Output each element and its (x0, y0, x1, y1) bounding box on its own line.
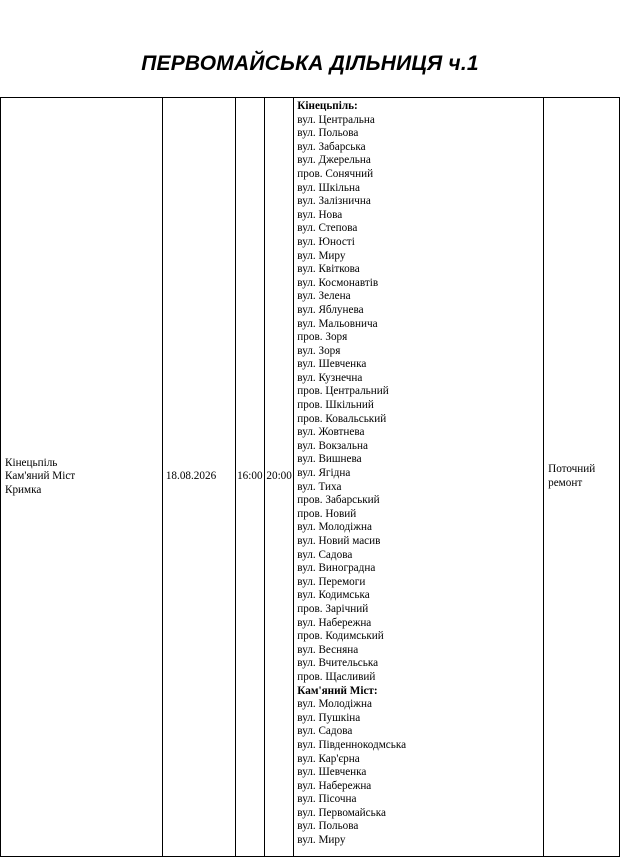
street-item: пров. Забарський (297, 494, 380, 507)
street-item: вул. Тиха (297, 480, 342, 493)
date-cell: 18.08.2026 (162, 98, 235, 857)
street-item: вул. Центральна (297, 113, 375, 126)
work-type-label: ремонт (548, 477, 583, 489)
locality-name: Кримка (5, 483, 42, 496)
street-item: вул. Мальовнича (297, 317, 378, 330)
street-item: пров. Сонячний (297, 167, 374, 180)
street-item: вул. Південнокодмська (297, 738, 407, 751)
street-item: пров. Центральний (297, 385, 389, 398)
street-item: вул. Миру (297, 249, 346, 262)
page-title: ПЕРВОМАЙСЬКА ДІЛЬНИЦЯ ч.1 (141, 52, 479, 75)
work-type-cell (544, 98, 620, 857)
localities-cell (1, 98, 163, 857)
locality-name: Кінецьпіль (5, 456, 58, 469)
street-item: вул. Степова (297, 222, 358, 235)
street-item: вул. Шевченка (297, 358, 367, 371)
street-item: вул. Набережна (297, 779, 372, 792)
street-item: вул. Польова (297, 820, 359, 833)
street-item: вул. Яблунева (297, 303, 364, 316)
street-item: вул. Вчительська (297, 657, 379, 670)
streets-cell (294, 98, 544, 857)
street-item: вул. Пушкіна (297, 711, 361, 724)
street-item: вул. Нова (297, 208, 343, 221)
street-item: пров. Шкільний (297, 399, 374, 412)
locality-name: Кам'яний Міст (5, 470, 76, 483)
table-row (1, 98, 620, 857)
village-heading: Кам'яний Міст: (297, 684, 378, 697)
street-item: пров. Зарічний (297, 602, 369, 615)
street-item: вул. Первомайська (297, 806, 386, 819)
street-item: пров. Кодимський (297, 630, 384, 643)
street-item: вул. Джерельна (297, 154, 371, 167)
street-item: вул. Пісочна (297, 793, 357, 806)
street-item: вул. Набережна (297, 616, 372, 629)
street-item: вул. Виноградна (297, 562, 376, 575)
street-item: пров. Щасливий (297, 670, 376, 683)
end-time-cell: 20:00 (264, 98, 293, 857)
street-item: вул. Квіткова (297, 263, 360, 276)
street-item: вул. Кодимська (297, 589, 370, 602)
work-type-label: Поточний (548, 463, 596, 476)
street-item: вул. Миру (297, 834, 346, 847)
start-time-cell: 16:00 (235, 98, 264, 857)
street-item: вул. Зоря (297, 344, 341, 357)
street-item: вул. Садова (297, 725, 353, 738)
village-heading: Кінецьпіль: (297, 100, 358, 112)
street-item: вул. Жовтнева (297, 426, 365, 439)
street-item: вул. Шевченка (297, 766, 367, 779)
street-item: вул. Садова (297, 548, 353, 561)
outage-table (0, 97, 620, 857)
street-item: вул. Польова (297, 127, 359, 140)
street-item: вул. Весняна (297, 643, 359, 656)
street-item: вул. Кузнечна (297, 371, 363, 384)
street-item: вул. Новий масив (297, 535, 381, 547)
street-item: пров. Новий (297, 507, 357, 520)
street-item: вул. Шкільна (297, 181, 360, 194)
street-item: вул. Ягідна (297, 467, 351, 480)
street-item: вул. Молодіжна (297, 521, 372, 534)
street-item: вул. Молодіжна (297, 698, 372, 711)
street-item: вул. Залізнична (297, 195, 371, 208)
street-item: пров. Зоря (297, 331, 348, 344)
street-item: пров. Ковальський (297, 412, 387, 425)
street-item: вул. Вишнева (297, 453, 362, 466)
street-item: вул. Забарська (297, 140, 366, 153)
street-item: вул. Космонавтів (297, 276, 379, 289)
street-item: вул. Зелена (297, 290, 351, 303)
street-item: вул. Кар'єрна (297, 752, 360, 765)
street-item: вул. Вокзальна (297, 439, 368, 452)
street-item: вул. Перемоги (297, 575, 366, 588)
street-item: вул. Юності (297, 235, 355, 248)
